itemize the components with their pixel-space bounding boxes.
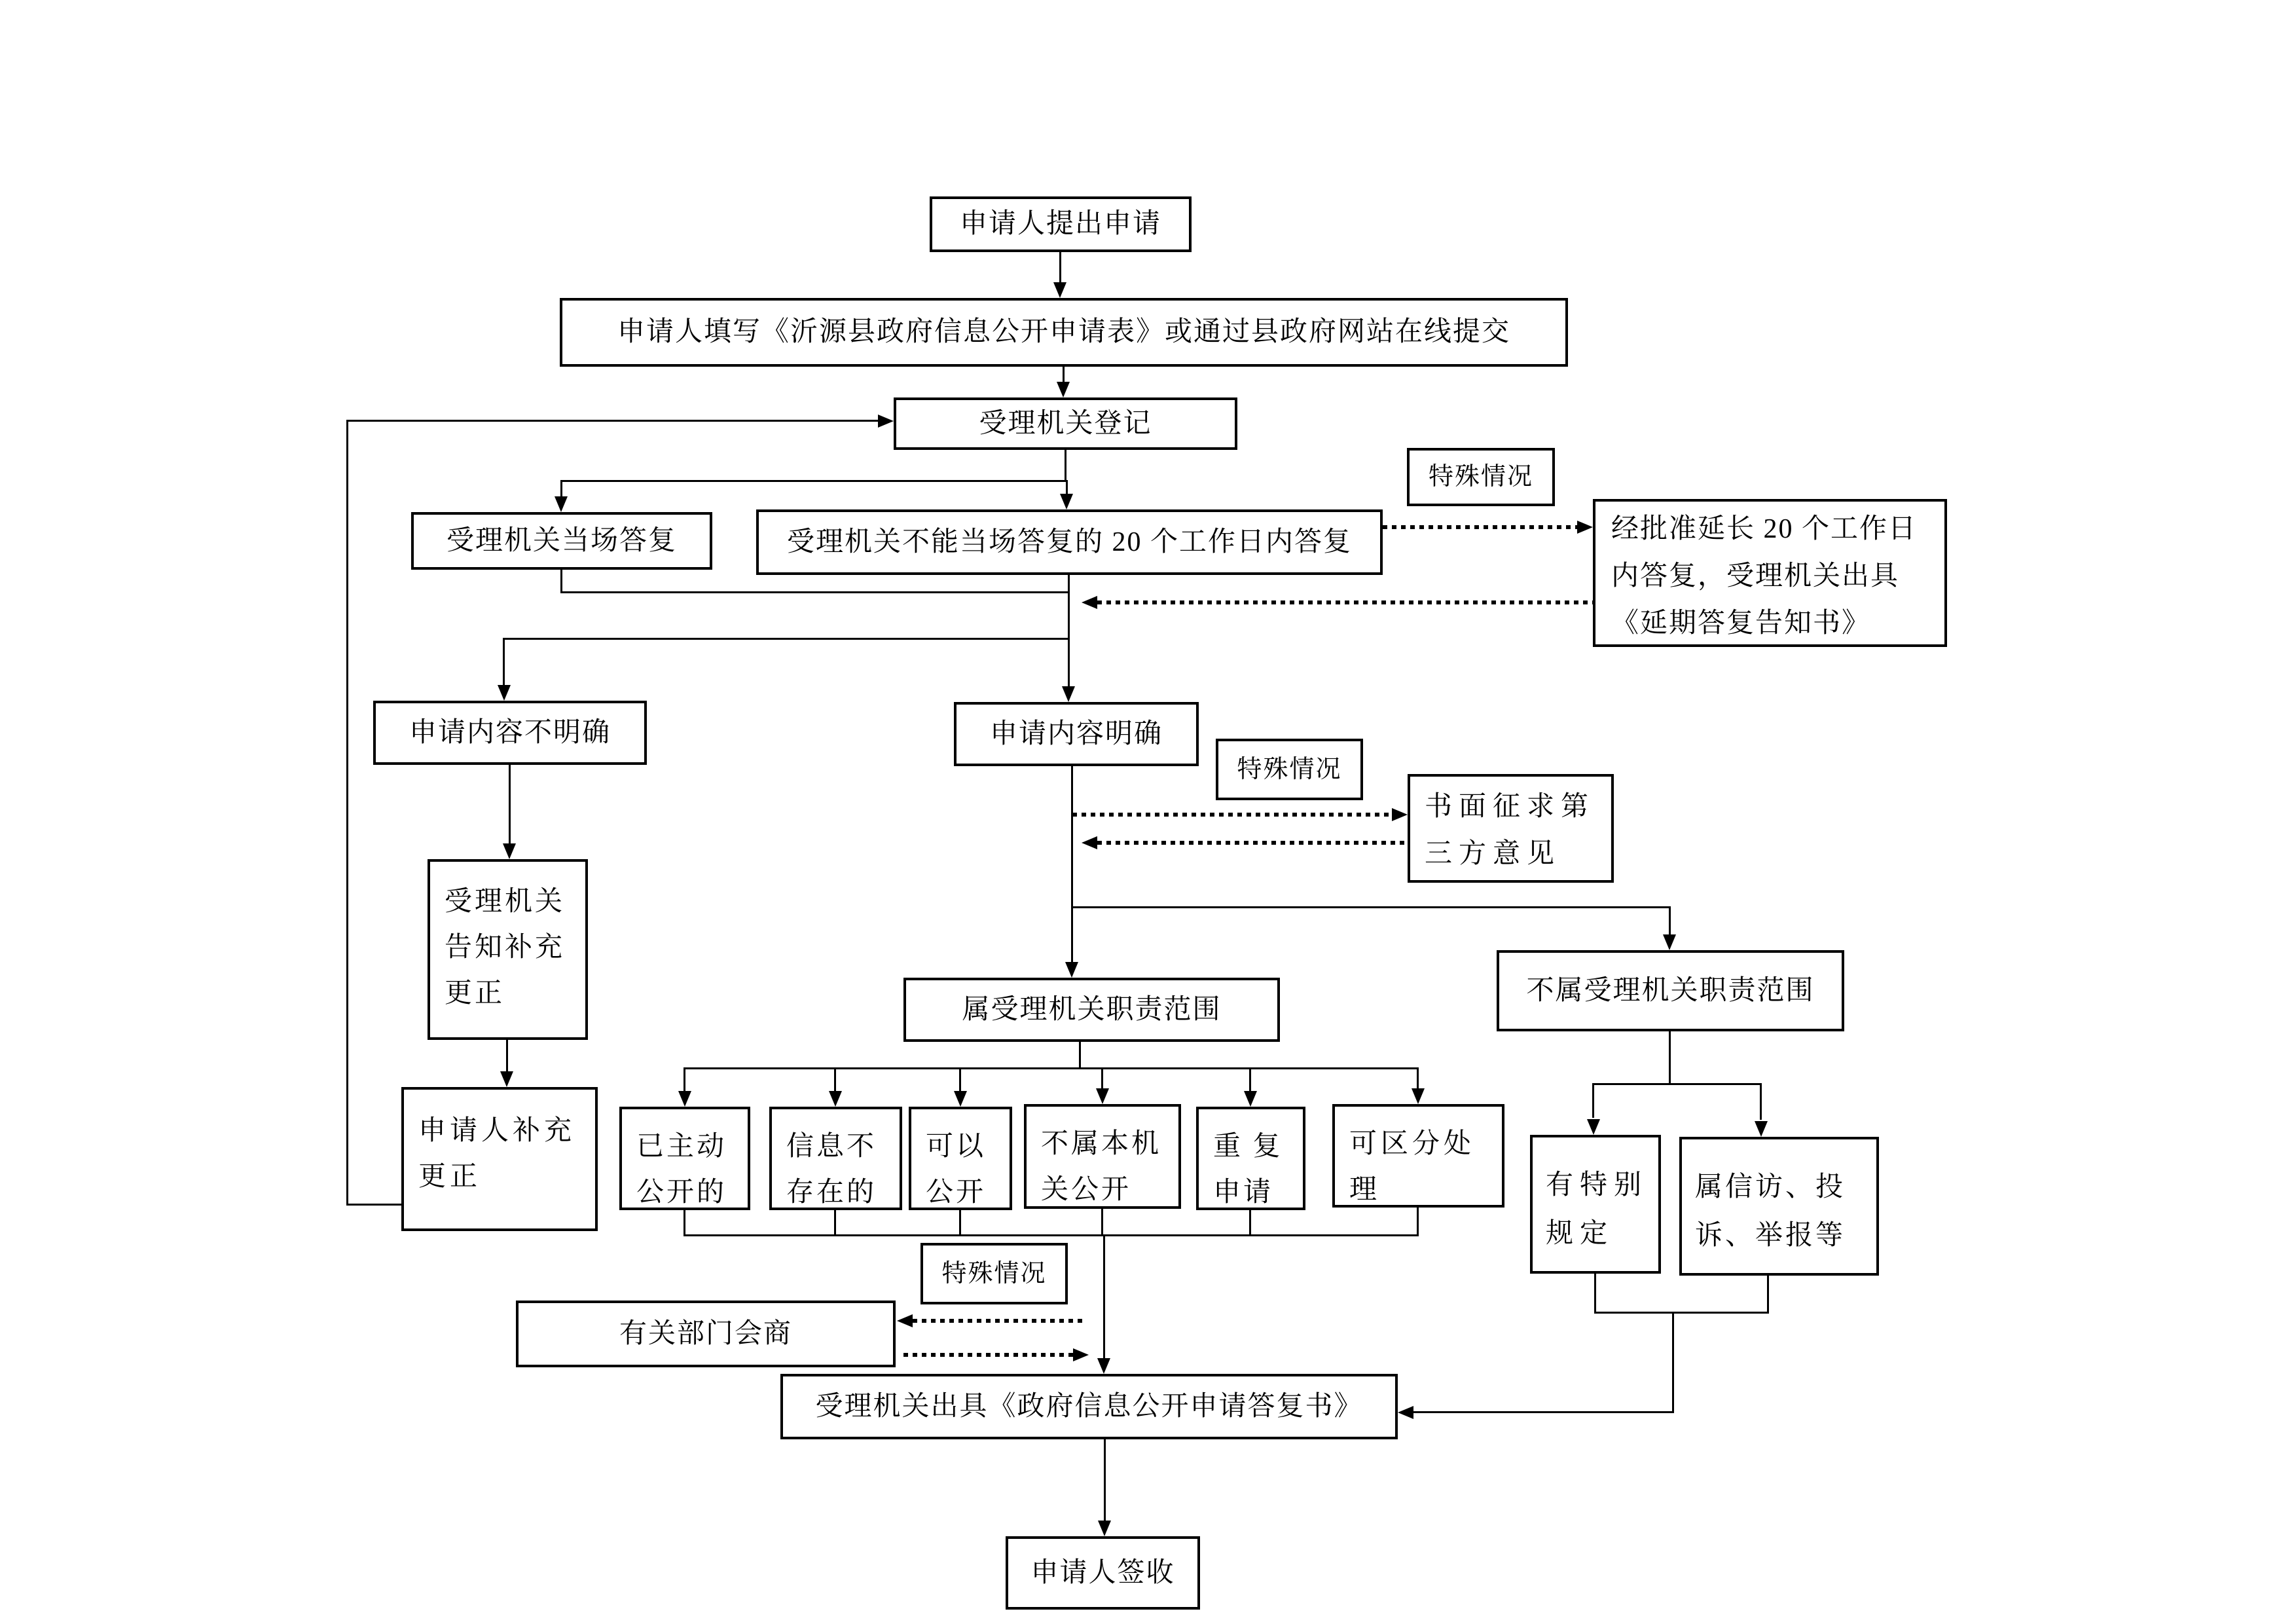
connector-line <box>1104 1439 1106 1521</box>
connector-line <box>1760 1083 1762 1120</box>
node-label: 申请人补充 更正 <box>418 1116 576 1192</box>
node-label: 申请内容明确 <box>989 718 1163 749</box>
node-label: 受理机关登记 <box>979 408 1152 439</box>
node-reply-within-20-days <box>756 509 1383 575</box>
node-label: 受理机关出具《政府信息公开申请答复书》 <box>815 1391 1363 1422</box>
arrow-down-icon <box>954 1091 967 1107</box>
connector-line <box>506 1040 508 1073</box>
node-label: 特殊情况 <box>1428 463 1533 490</box>
node-register <box>894 397 1237 450</box>
arrow-left-icon <box>1082 596 1097 609</box>
connector-line <box>560 591 1070 593</box>
node-petition-complaint <box>1679 1137 1879 1276</box>
node-department-consultation <box>516 1301 896 1367</box>
node-applicant-sign-receipt <box>1006 1536 1200 1610</box>
connector-line <box>509 765 511 843</box>
connector-line <box>1249 1067 1251 1091</box>
connector-line <box>1059 252 1061 284</box>
arrow-down-icon <box>1096 1088 1109 1104</box>
connector-line <box>683 1234 1419 1236</box>
node-fill-application-form <box>560 298 1568 367</box>
node-not-within-scope <box>1497 950 1844 1031</box>
node-label: 受理机关当场答复 <box>446 525 677 556</box>
arrow-down-icon <box>555 496 568 512</box>
connector-line <box>346 420 878 422</box>
connector-line <box>562 480 1067 482</box>
dotted-line <box>1097 841 1408 845</box>
arrow-down-icon <box>829 1091 842 1107</box>
connector-line <box>959 1067 961 1091</box>
node-label: 申请人签收 <box>1030 1557 1175 1588</box>
node-label: 不属本机 关公开 <box>1041 1129 1162 1205</box>
node-special-provisions <box>1530 1135 1661 1274</box>
node-label: 特殊情况 <box>941 1259 1047 1287</box>
connector-line <box>1065 450 1066 481</box>
node-label: 申请内容不明确 <box>409 717 611 748</box>
connector-line <box>834 1067 836 1091</box>
arrow-down-icon <box>1060 494 1073 509</box>
connector-line <box>503 638 1070 640</box>
connector-line <box>1101 1067 1103 1088</box>
arrow-left-icon <box>897 1314 913 1327</box>
node-label: 可以 公开 <box>926 1132 987 1208</box>
connector-line <box>1672 1312 1674 1412</box>
dotted-line <box>903 1353 1073 1357</box>
connector-line <box>685 1067 1418 1069</box>
dotted-line <box>1383 525 1577 529</box>
connector-line <box>348 1204 401 1206</box>
node-label: 有特别 规定 <box>1546 1170 1649 1249</box>
connector-line <box>1103 1234 1105 1358</box>
node-label: 特殊情况 <box>1237 755 1342 783</box>
connector-line <box>1594 1274 1596 1313</box>
node-applicant-supplement <box>401 1087 598 1231</box>
arrow-down-icon <box>503 843 516 859</box>
node-onspot-reply <box>411 512 712 570</box>
arrow-down-icon <box>1057 382 1070 397</box>
node-label: 经批准延长 20 个工作日 内答复，受理机关出具 《延期答复告知书》 <box>1611 514 1918 638</box>
node-info-not-exist <box>769 1107 902 1210</box>
connector-line <box>1594 1083 1761 1085</box>
connector-line <box>346 420 348 1206</box>
node-label: 申请人填写《沂源县政府信息公开申请表》或通过县政府网站在线提交 <box>617 317 1510 347</box>
arrow-down-icon <box>1244 1091 1257 1107</box>
connector-line <box>1669 1031 1671 1084</box>
node-repeated-application <box>1196 1107 1305 1210</box>
connector-line <box>560 570 562 593</box>
arrow-right-icon <box>1073 1348 1089 1361</box>
node-label: 有关部门会商 <box>619 1318 792 1349</box>
node-within-scope <box>903 978 1280 1042</box>
dotted-line <box>1072 813 1392 817</box>
node-label: 属信访、投 诉、举报等 <box>1695 1172 1846 1251</box>
node-applicant-submits <box>930 196 1192 252</box>
connector-line <box>1068 638 1070 686</box>
node-notify-supplement <box>428 859 588 1040</box>
connector-line <box>1767 1276 1769 1313</box>
node-content-unclear <box>373 701 647 765</box>
node-label: 重 复 申请 <box>1213 1132 1283 1208</box>
node-special-case-2 <box>1216 739 1363 800</box>
node-label: 信息不 存在的 <box>786 1132 877 1208</box>
node-special-case-3 <box>920 1243 1068 1304</box>
node-label: 受理机关 告知补充 更正 <box>445 887 566 1008</box>
node-not-this-organ <box>1024 1104 1181 1209</box>
dotted-line <box>913 1319 1084 1323</box>
connector-line <box>1068 575 1070 640</box>
node-content-clear <box>954 702 1199 766</box>
arrow-down-icon <box>1412 1088 1425 1104</box>
connector-line <box>1594 1312 1769 1314</box>
node-label: 书面征求第 三方意见 <box>1425 792 1595 869</box>
connector-line <box>1079 1042 1081 1069</box>
connector-line <box>503 638 505 685</box>
node-label: 可区分处 理 <box>1349 1129 1476 1205</box>
node-label: 申请人提出申请 <box>959 209 1161 239</box>
arrow-left-icon <box>1398 1406 1413 1419</box>
arrow-down-icon <box>1755 1121 1768 1137</box>
arrow-left-icon <box>1082 836 1097 849</box>
node-label: 受理机关不能当场答复的 20 个工作日内答复 <box>786 526 1352 557</box>
node-label: 不属受理机关职责范围 <box>1526 975 1815 1006</box>
arrow-down-icon <box>1065 962 1078 978</box>
node-label: 属受理机关职责范围 <box>962 994 1222 1025</box>
connector-line <box>1592 1083 1594 1118</box>
arrow-down-icon <box>1663 934 1676 950</box>
node-special-case-1 <box>1407 448 1555 506</box>
node-extension-approved <box>1593 499 1947 647</box>
node-can-be-public <box>909 1107 1012 1210</box>
connector-line <box>683 1067 685 1091</box>
arrow-down-icon <box>1062 686 1075 702</box>
connector-line <box>1669 906 1671 934</box>
arrow-right-icon <box>1392 808 1408 821</box>
arrow-down-icon <box>1587 1119 1600 1135</box>
arrow-right-icon <box>1577 521 1593 534</box>
connector-line <box>1417 1067 1419 1088</box>
connector-line <box>1071 766 1073 963</box>
arrow-down-icon <box>1097 1358 1110 1374</box>
connector-line <box>1072 906 1670 908</box>
arrow-down-icon <box>1053 282 1066 298</box>
connector-line <box>1063 367 1065 383</box>
connector-line <box>1413 1411 1674 1413</box>
connector-line <box>560 480 562 498</box>
arrow-down-icon <box>678 1091 691 1107</box>
arrow-down-icon <box>500 1071 513 1087</box>
arrow-down-icon <box>1098 1521 1111 1536</box>
node-separable-handling <box>1332 1104 1504 1208</box>
arrow-right-icon <box>878 415 894 428</box>
node-third-party-opinion <box>1408 774 1614 883</box>
node-already-public <box>619 1107 750 1210</box>
connector-line <box>1101 1209 1103 1236</box>
arrow-down-icon <box>498 685 511 701</box>
dotted-line <box>1097 600 1593 604</box>
node-label: 已主动 公开的 <box>636 1132 727 1208</box>
node-issue-reply-document <box>780 1374 1398 1439</box>
